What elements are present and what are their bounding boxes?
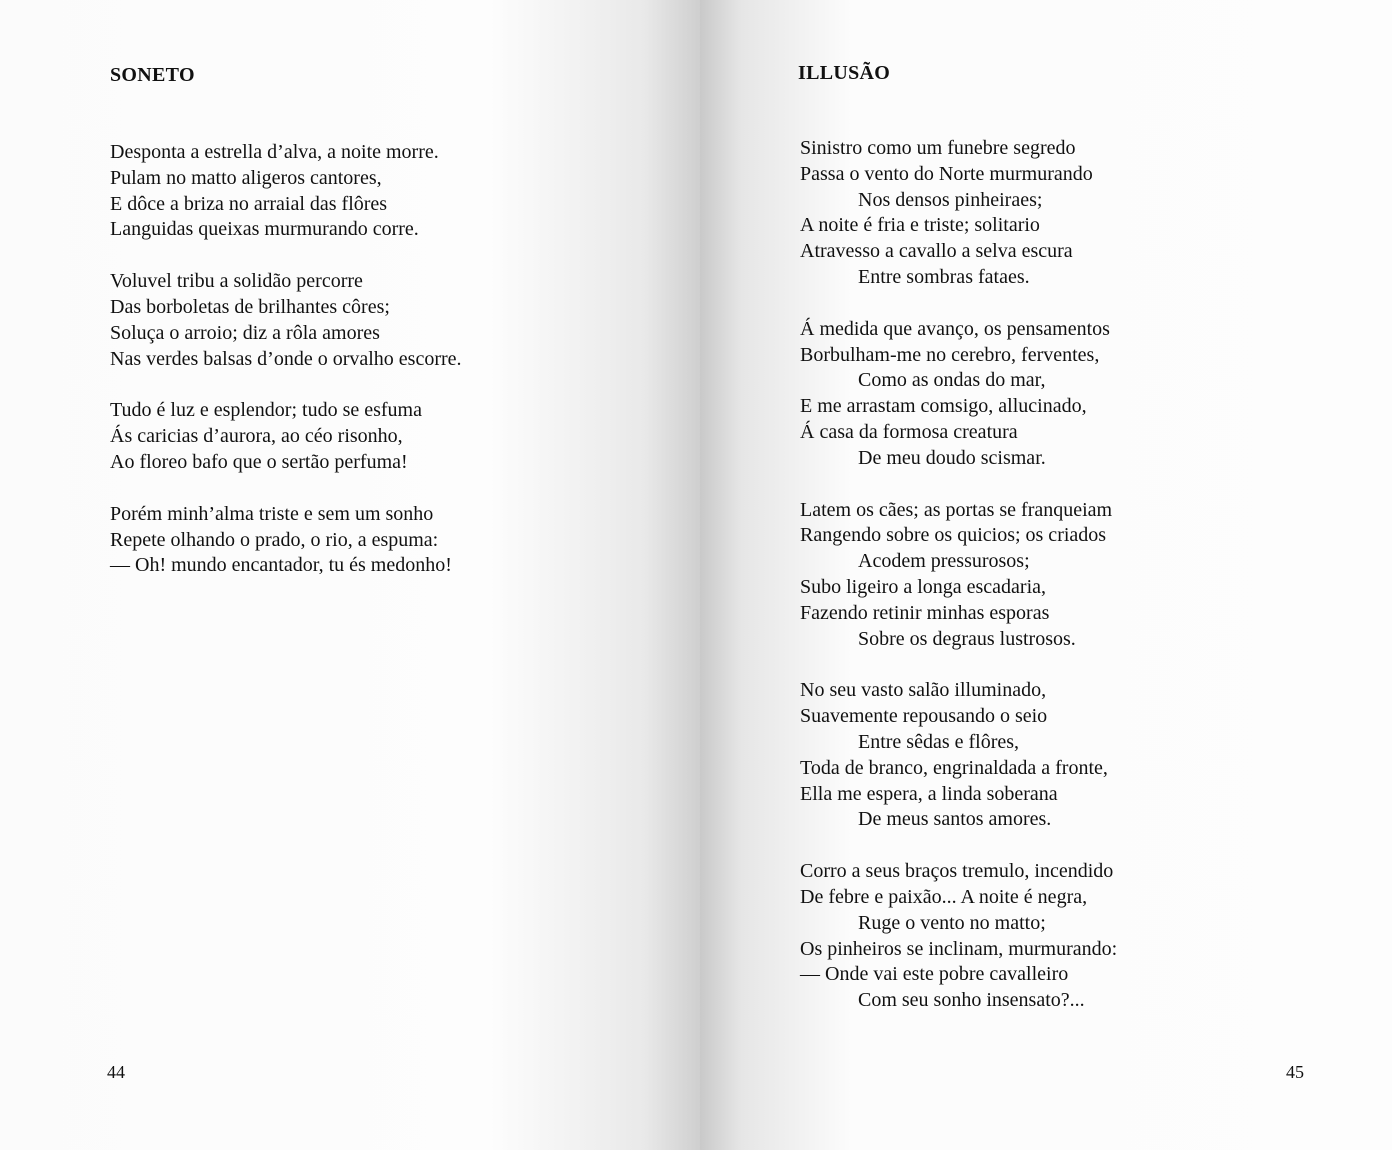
verse-line: Fazendo retinir minhas esporas	[800, 601, 1050, 624]
stanza	[110, 140, 462, 243]
verse-line: Os pinheiros se inclinam, murmurando:	[800, 937, 1118, 960]
verse-line: Entre sêdas e flôres,	[858, 730, 1020, 753]
verse-line: Latem os cães; as portas se franqueiam	[800, 498, 1113, 521]
verse-line: Ás caricias d’aurora, ao céo risonho,	[110, 425, 403, 448]
verse-line: Acodem pressurosos;	[858, 550, 1030, 573]
page-number: 45	[1286, 1062, 1304, 1082]
verse-line: Á medida que avanço, os pensamentos	[800, 317, 1110, 340]
verse-line: Como as ondas do mar,	[858, 369, 1046, 392]
stanza	[800, 678, 1117, 833]
stanza	[110, 502, 462, 579]
verse-line: Pulam no matto aligeros cantores,	[110, 166, 382, 189]
verse-line: Sobre os degraus lustrosos.	[858, 627, 1076, 650]
verse-line: Porém minh’alma triste e sem um sonho	[110, 502, 434, 525]
verse-line: Soluça o arroio; diz a rôla amores	[110, 321, 380, 344]
verse-line: Rangendo sobre os quicios; os criados	[800, 524, 1107, 547]
verse-line: Sinistro como um funebre segredo	[800, 137, 1076, 159]
stanza	[110, 269, 462, 372]
poem-title: SONETO	[110, 64, 195, 86]
verse-line: Suavemente repousando o seio	[800, 705, 1048, 728]
verse-line: De meu doudo scismar.	[858, 446, 1046, 469]
verse-line: A noite é fria e triste; solitario	[800, 214, 1040, 237]
verse-line: Atravesso a cavallo a selva escura	[800, 240, 1073, 263]
stanza	[110, 398, 462, 475]
stanza	[800, 317, 1117, 472]
verse-line: Ella me espera, a linda soberana	[800, 782, 1058, 805]
stanza	[800, 498, 1117, 653]
verse-line: Toda de branco, engrinaldada a fronte,	[800, 756, 1108, 779]
stanza	[800, 859, 1117, 1014]
verse-line: Nas verdes balsas d’onde o orvalho escorre.	[110, 347, 462, 370]
verse-line: — Oh! mundo encantador, tu és medonho!	[110, 554, 452, 577]
poem-body	[110, 140, 462, 605]
verse-line: Passa o vento do Norte murmurando	[800, 162, 1093, 185]
verse-line: Borbulham-me no cerebro, ferventes,	[800, 343, 1100, 366]
verse-line: Subo ligeiro a longa escadaria,	[800, 575, 1047, 598]
poem-title: ILLUSÃO	[798, 62, 891, 84]
verse-line: E me arrastam comsigo, allucinado,	[800, 395, 1087, 418]
verse-line: Nos densos pinheiraes;	[858, 188, 1043, 211]
verse-line: E dôce a briza no arraial das flôres	[110, 192, 388, 215]
verse-line: Entre sombras fataes.	[858, 265, 1030, 288]
verse-line: Tudo é luz e esplendor; tudo se esfuma	[110, 399, 422, 422]
verse-line: Ruge o vento no matto;	[858, 911, 1046, 934]
verse-line: Repete olhando o prado, o rio, a espuma:	[110, 528, 439, 551]
verse-line: Com seu sonho insensato?...	[858, 989, 1085, 1012]
verse-line: — Onde vai este pobre cavalleiro	[800, 963, 1069, 986]
verse-line: Ao floreo bafo que o sertão perfuma!	[110, 450, 408, 473]
verse-line: Desponta a estrella d’alva, a noite morre.	[110, 141, 439, 163]
right-page	[700, 0, 1392, 1150]
verse-line: Voluvel tribu a solidão percorre	[110, 270, 363, 293]
verse-line: De febre e paixão... A noite é negra,	[800, 885, 1088, 908]
stanza	[800, 136, 1117, 291]
verse-line: Corro a seus braços tremulo, incendido	[800, 860, 1114, 883]
verse-line: Languidas queixas murmurando corre.	[110, 218, 419, 241]
verse-line: Das borboletas de brilhantes côres;	[110, 295, 390, 318]
verse-line: No seu vasto salão illuminado,	[800, 679, 1047, 702]
page-number: 44	[107, 1062, 125, 1082]
verse-line: Á casa da formosa creatura	[800, 420, 1018, 443]
verse-line: De meus santos amores.	[858, 808, 1052, 831]
poem-body	[800, 136, 1117, 1040]
